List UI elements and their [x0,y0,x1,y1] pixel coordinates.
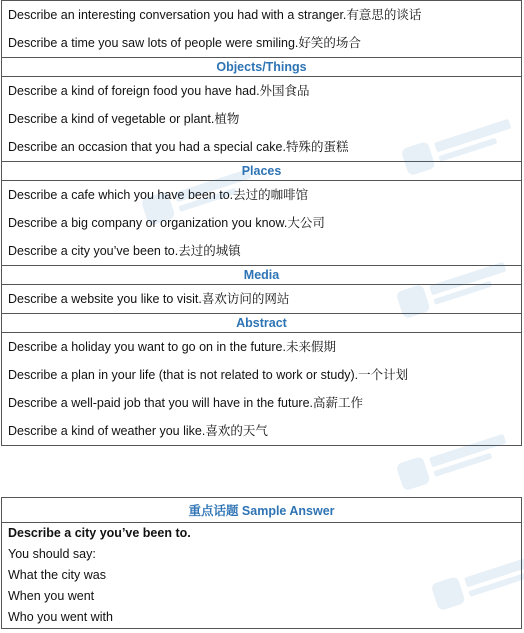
sample-answer-title: Describe a city you’ve been to. [8,526,191,540]
sample-answer-heading: 重点话题 Sample Answer [2,498,522,523]
topic-line: Describe a kind of foreign food you have had.外国食品 [8,84,310,98]
table-row [2,333,522,446]
topic-cell [2,77,522,162]
sample-answer-table [1,497,522,629]
table-row [2,523,522,629]
topic-line: Describe a plan in your life (that is not related to work or study).一个计划 [8,368,409,382]
topic-line: Describe a website you like to visit.喜欢访问的网站 [8,292,290,306]
topics-table [1,0,522,446]
topic-cell [2,333,522,446]
section-heading-objects: Objects/Things [2,58,522,77]
sample-answer-cell [2,523,522,629]
topic-cell [2,1,522,58]
table-row [2,77,522,162]
topic-cell [2,285,522,314]
section-row [2,266,522,285]
topic-line: Describe a holiday you want to go on in the future.未来假期 [8,340,336,354]
section-row [2,162,522,181]
sample-answer-line: Who you went with [8,610,113,624]
section-row [2,58,522,77]
topic-line: Describe an interesting conversation you had with a stranger.有意思的谈话 [8,8,422,22]
table-row [2,1,522,58]
sample-answer-line: What the city was [8,568,106,582]
topic-cell [2,181,522,266]
section-heading-media: Media [2,266,522,285]
topic-line: Describe a time you saw lots of people were smiling.好笑的场合 [8,36,361,50]
section-heading-places: Places [2,162,522,181]
sample-answer-line: When you went [8,589,95,603]
topic-line: Describe a city you’ve been to.去过的城镇 [8,244,241,258]
sample-answer-line: You should say: [8,547,96,561]
topic-line: Describe a big company or organization you know.大公司 [8,216,325,230]
section-row [2,314,522,333]
topic-line: Describe a cafe which you have been to.去过的咖啡馆 [8,188,309,202]
topic-line: Describe a kind of vegetable or plant.植物 [8,112,240,126]
section-heading-abstract: Abstract [2,314,522,333]
topic-line: Describe an occasion that you had a special cake.特殊的蛋糕 [8,140,349,154]
table-row [2,498,522,523]
topic-line: Describe a well-paid job that you will have in the future.高薪工作 [8,396,364,410]
topic-line: Describe a kind of weather you like.喜欢的天气 [8,424,268,438]
table-row [2,181,522,266]
table-row [2,285,522,314]
